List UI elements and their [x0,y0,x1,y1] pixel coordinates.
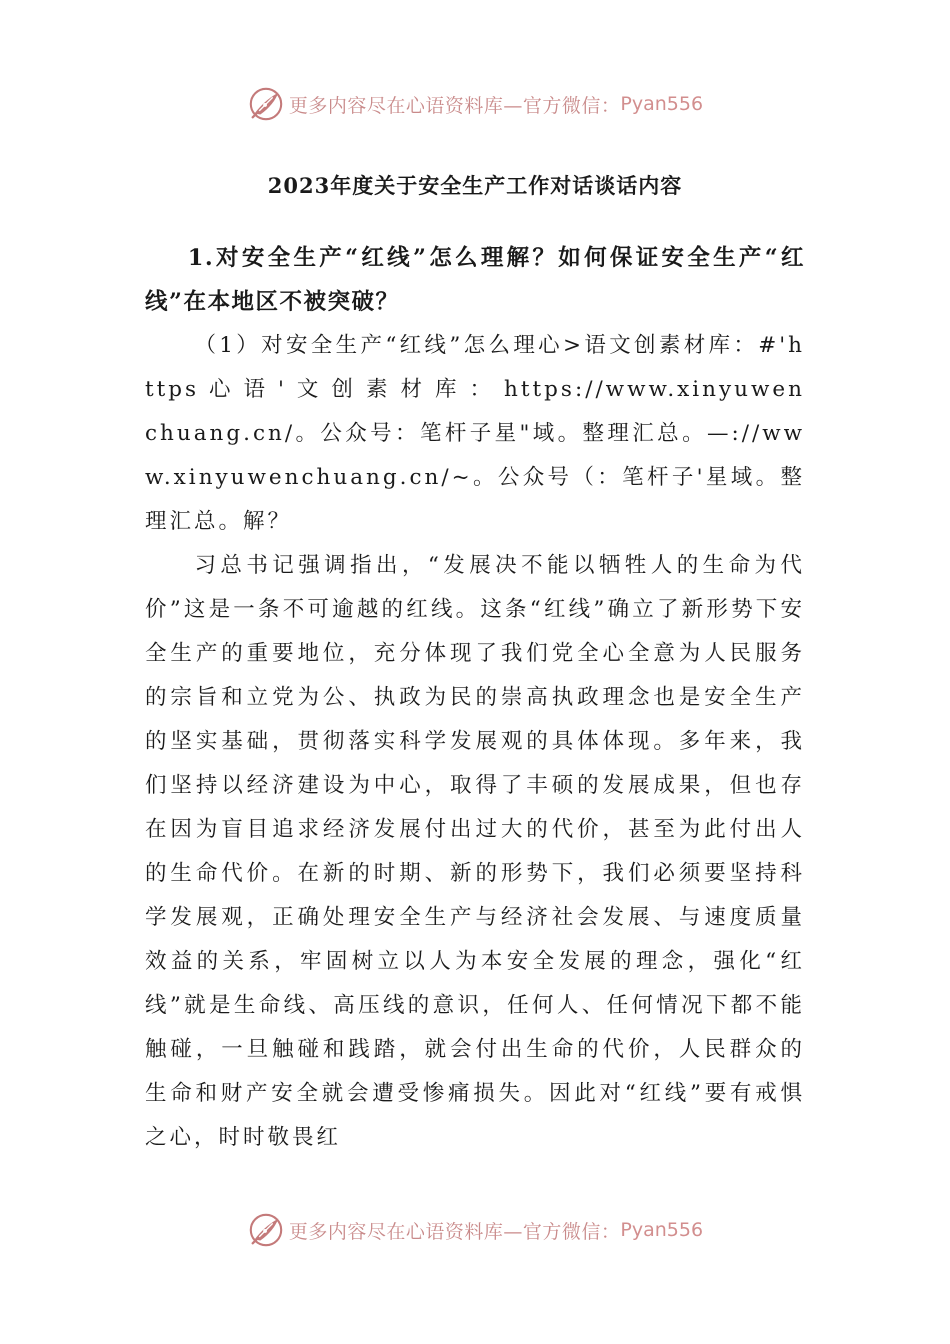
banner-text: 更多内容尽在心语资料库—官方微信： [288,1220,621,1243]
header-watermark-banner [0,84,950,124]
pen-nib-logo-icon [247,85,285,123]
banner-text: 更多内容尽在心语资料库—官方微信： [288,94,621,117]
question-heading: 1.对安全生产“红线”怎么理解？如何保证安全生产“红线”在本地区不被突破？ [145,245,805,315]
body-paragraph: 习总书记强调指出，“发展决不能以牺牲人的生命为代价”这是一条不可逾越的红线。这条“红线”确立了新形势下安全生产的重要地位，充分体现了我们党全心全意为人民服务的宗旨和立党为公、执政为民的崇高执政理念也是安全生产的坚实基础，贯彻落实科学发展观的具体体现。多年来，我们坚持以经济建设为中心，取得了丰硕的发展成果，但也存在因为盲目追求经济发展付出过大的代价，甚至为此付出人的生命代价。在新的时期、新的形势下，我们必须要坚持科学发展观，正确处理安全生产与经济社会发展、与速度质量效益的关系，牢固树立以人为本安全发展的理念，强化“红线”就是生命线、高压线的意识，任何人、任何情况下都不能触碰，一旦触碰和践踏，就会付出生命的代价，人民群众的生命和财产安全就会遭受惨痛损失。因此对“红线”要有戒惧之心，时时敬畏红 [145,553,805,1150]
banner-wechat-handle: Pyan556 [620,93,704,115]
footer-watermark-banner [0,1210,950,1250]
pen-nib-logo-icon [247,1211,285,1249]
body-paragraph: （1）对安全生产“红线”怎么理心>语文创素材库：#'https 心 语 ' 文 创 素 材 库 ： https://www.xinyuwenchuang.cn/。公众号：笔杆子星"域。整理汇总。—://www.xinyuwenchuang.cn/~。公众号（：笔杆子'星域。整理汇总。解？ [145,333,805,534]
banner-wechat-handle: Pyan556 [620,1219,704,1241]
document-body [145,236,805,1160]
document-title: 2023年度关于安全生产工作对话谈话内容 [267,173,683,198]
